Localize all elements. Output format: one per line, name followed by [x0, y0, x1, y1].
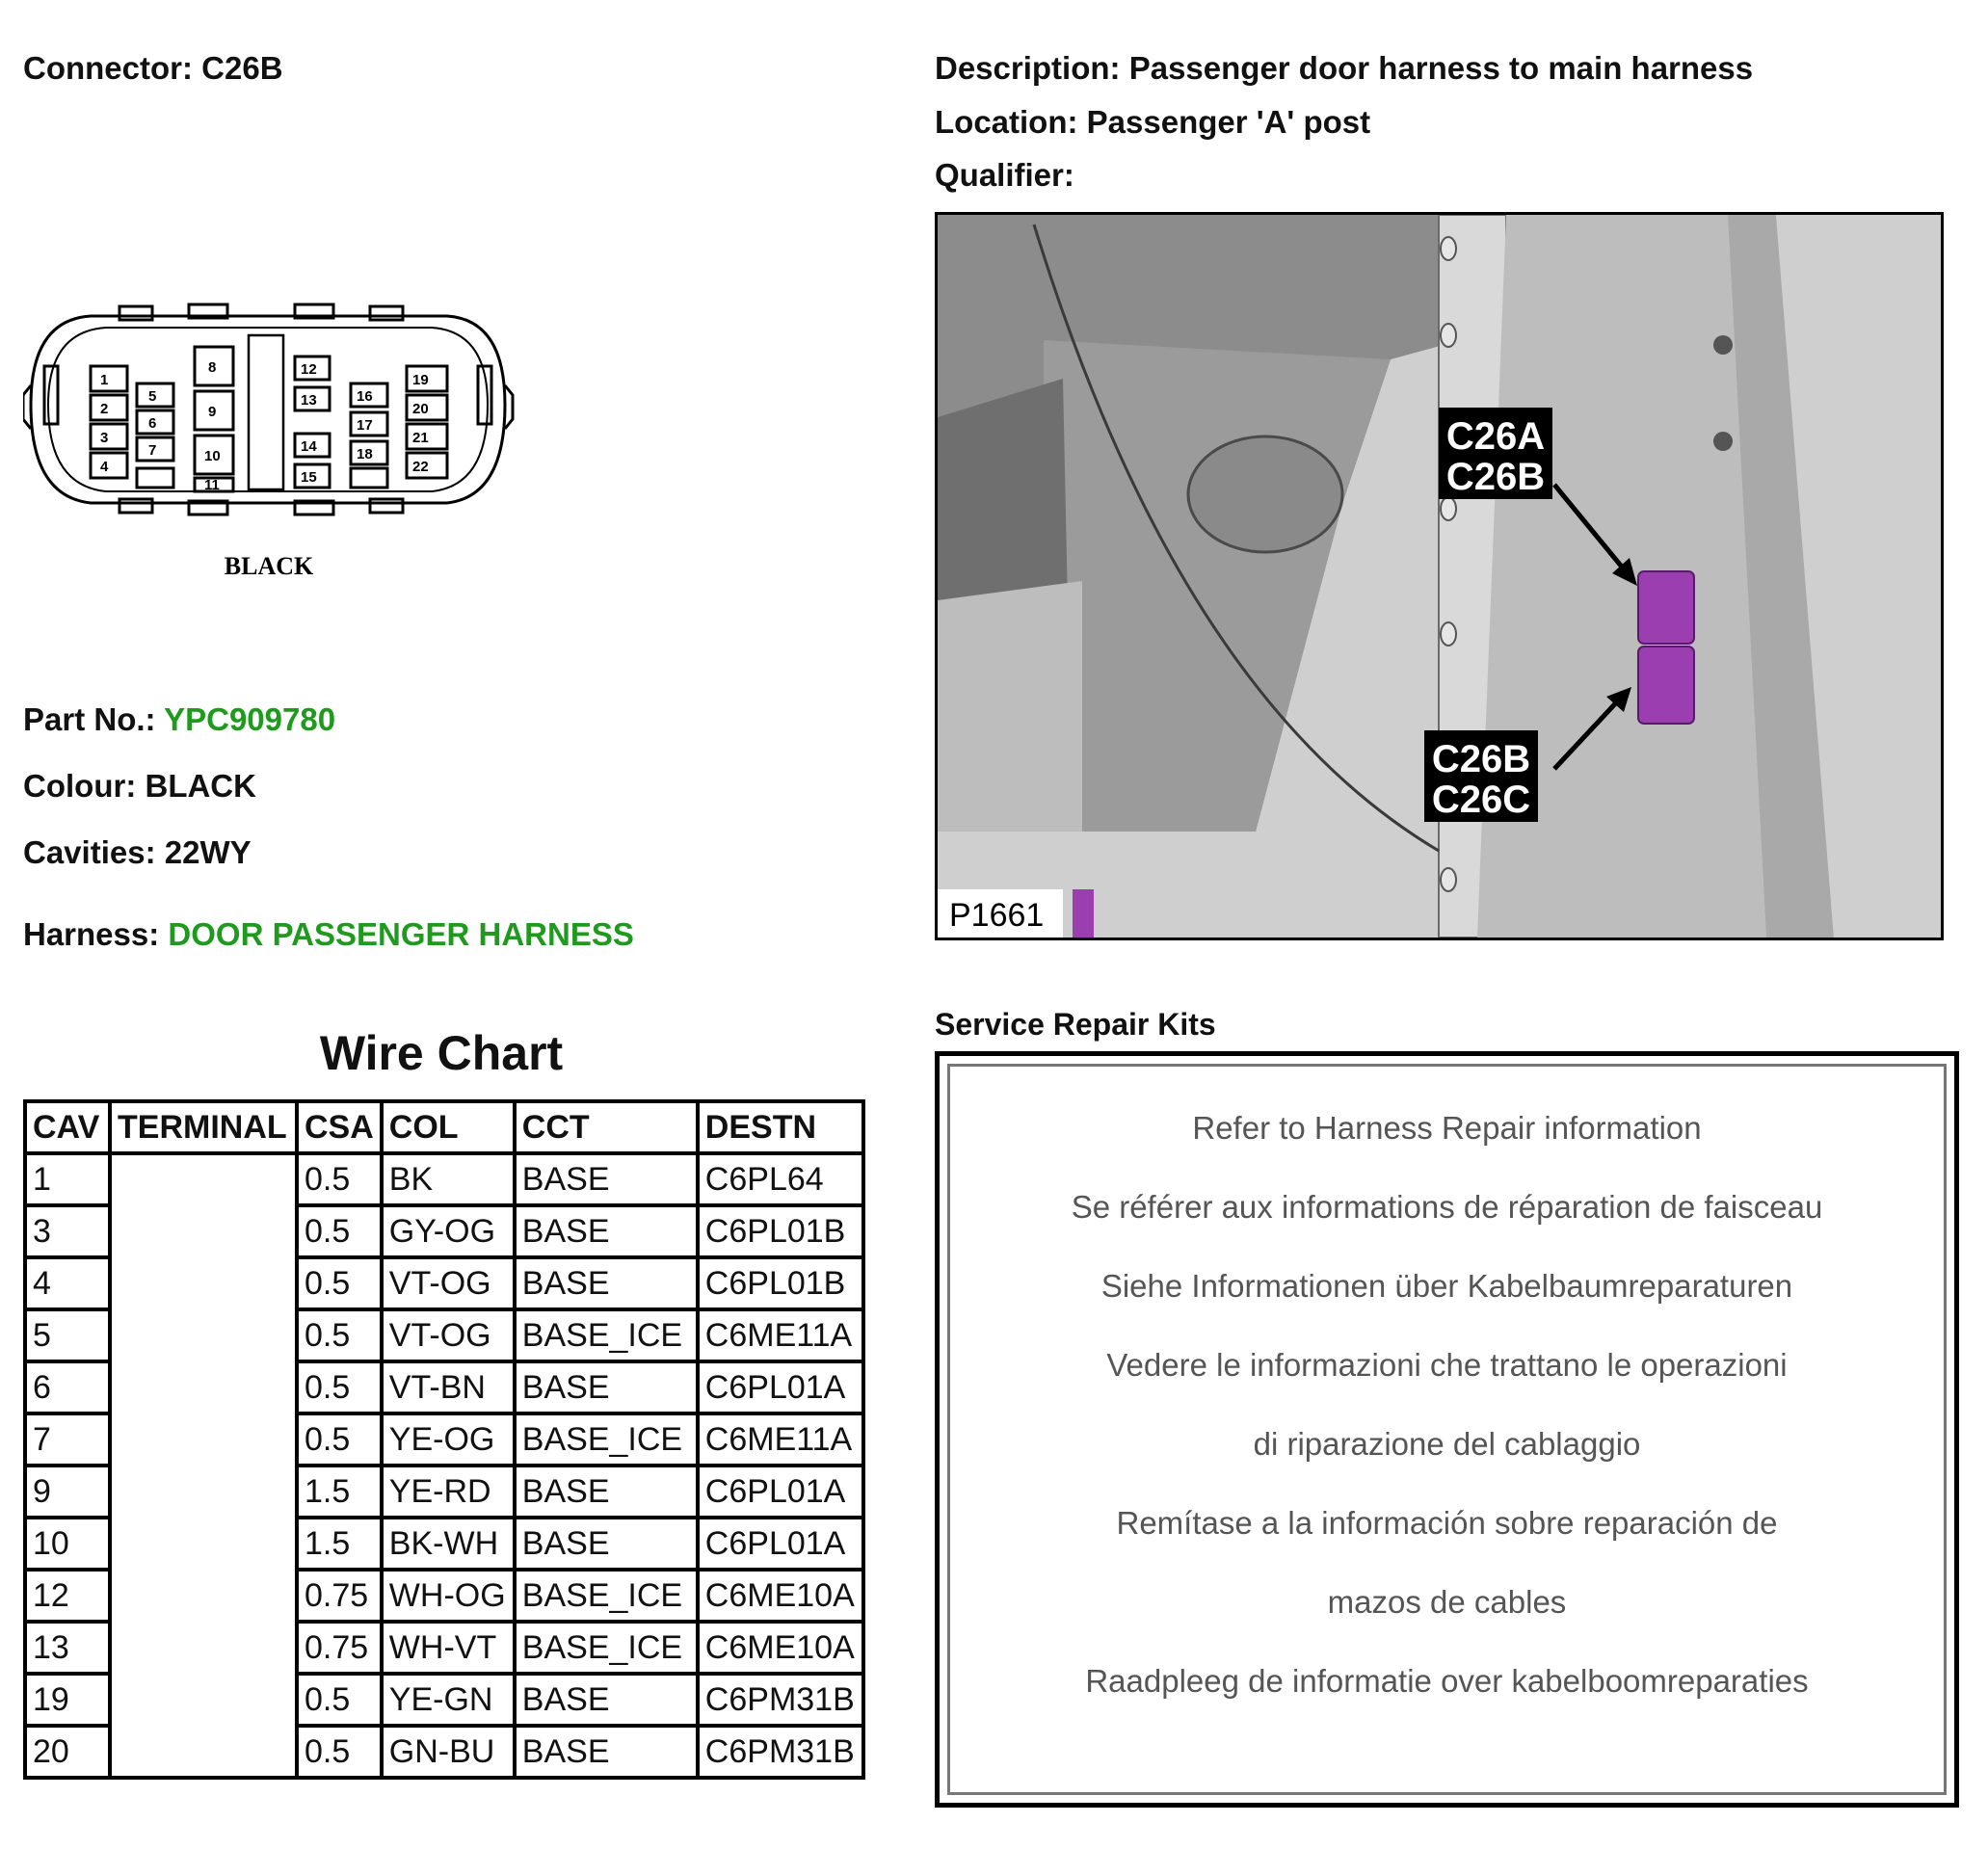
cell-terminal: [110, 1309, 297, 1361]
cell-col: GN-BU: [382, 1726, 515, 1778]
cell-col: BK-WH: [382, 1518, 515, 1570]
cell-col: YE-OG: [382, 1413, 515, 1466]
cell-destn: C6PL01B: [698, 1205, 863, 1257]
cavity-number: 4: [100, 459, 109, 475]
colour-value: BLACK: [145, 768, 256, 804]
cell-csa: 1.5: [297, 1466, 382, 1518]
cell-csa: 0.5: [297, 1257, 382, 1309]
cell-csa: 0.5: [297, 1309, 382, 1361]
kit-line: mazos de cables: [1327, 1584, 1567, 1620]
table-row: [25, 1205, 863, 1257]
cell-cct: BASE: [515, 1674, 698, 1726]
connector-line: [23, 50, 283, 87]
cell-terminal: [110, 1257, 297, 1309]
cavity-number: 20: [412, 401, 429, 417]
cell-cav: 12: [25, 1570, 110, 1622]
column-header: COL: [382, 1101, 515, 1153]
cell-cct: BASE_ICE: [515, 1309, 698, 1361]
kit-line: di riparazione del cablaggio: [1253, 1426, 1641, 1462]
cell-csa: 1.5: [297, 1518, 382, 1570]
cell-terminal: [110, 1466, 297, 1518]
connector-face-colour-label: BLACK: [224, 552, 314, 580]
cell-destn: C6ME10A: [698, 1622, 863, 1674]
location-photo-illustration: [938, 215, 1941, 938]
cell-destn: C6PL01A: [698, 1466, 863, 1518]
cell-terminal: [110, 1361, 297, 1413]
cavities-value: 22WY: [164, 834, 252, 870]
cell-cct: BASE: [515, 1518, 698, 1570]
cell-cav: 1: [25, 1153, 110, 1205]
cell-terminal: [110, 1205, 297, 1257]
location-value: Passenger 'A' post: [1086, 104, 1371, 140]
table-row: [25, 1413, 863, 1466]
cavity-number: 6: [148, 415, 157, 432]
cavity-number: 15: [301, 469, 317, 486]
photo-ref-label: P1661: [949, 897, 1045, 934]
kit-line: Siehe Informationen über Kabelbaumreparaturen: [1100, 1268, 1793, 1304]
table-row: [25, 1674, 863, 1726]
callout-bottom-line1: C26B: [1431, 738, 1531, 780]
harness-link[interactable]: DOOR PASSENGER HARNESS: [168, 916, 634, 952]
cell-col: VT-OG: [382, 1309, 515, 1361]
cell-col: WH-VT: [382, 1622, 515, 1674]
cell-col: GY-OG: [382, 1205, 515, 1257]
table-row: [25, 1309, 863, 1361]
location-label: Location:: [935, 104, 1078, 140]
cell-cct: BASE: [515, 1257, 698, 1309]
cell-csa: 0.5: [297, 1674, 382, 1726]
cell-destn: C6ME11A: [698, 1309, 863, 1361]
cavity-number: 5: [148, 388, 157, 405]
service-repair-kits-title: Service Repair Kits: [935, 1007, 1216, 1042]
cavities-line: [23, 834, 252, 871]
cavity-number: 1: [100, 372, 109, 388]
part-label: Part No.:: [23, 701, 156, 737]
cell-cav: 5: [25, 1309, 110, 1361]
table-row: [25, 1466, 863, 1518]
colour-line: [23, 768, 256, 805]
part-line: [23, 701, 335, 738]
cavity-number: 10: [204, 448, 221, 464]
cell-cav: 7: [25, 1413, 110, 1466]
connector-label: Connector:: [23, 50, 193, 86]
cell-terminal: [110, 1518, 297, 1570]
cell-terminal: [110, 1413, 297, 1466]
cavity-number: 11: [204, 477, 220, 493]
part-number-link[interactable]: YPC909780: [164, 701, 336, 737]
cell-cav: 9: [25, 1466, 110, 1518]
wire-chart-header-row: [25, 1101, 863, 1153]
cell-col: BK: [382, 1153, 515, 1205]
qualifier-label: Qualifier:: [935, 157, 1074, 193]
table-row: [25, 1153, 863, 1205]
cell-cav: 13: [25, 1622, 110, 1674]
cell-col: VT-BN: [382, 1361, 515, 1413]
location-line: [935, 104, 1370, 141]
cavities-label: Cavities:: [23, 834, 156, 870]
cavity-number: 3: [100, 430, 109, 446]
table-row: [25, 1257, 863, 1309]
callout-bottom-line2: C26C: [1431, 779, 1531, 821]
description-line: [935, 50, 1753, 87]
cavity-number: 12: [301, 361, 317, 378]
cell-cct: BASE: [515, 1153, 698, 1205]
cavity-number: 22: [412, 459, 429, 475]
cell-cct: BASE: [515, 1466, 698, 1518]
kit-line: Remítase a la información sobre reparación de: [1116, 1505, 1778, 1541]
service-repair-kits-inner: [947, 1064, 1947, 1795]
cavity-number: 2: [100, 401, 109, 417]
service-repair-kits-box: [935, 1051, 1959, 1808]
cavity-number: 7: [148, 442, 157, 459]
cell-destn: C6PM31B: [698, 1726, 863, 1778]
table-row: [25, 1518, 863, 1570]
harness-label: Harness:: [23, 916, 160, 952]
cell-terminal: [110, 1570, 297, 1622]
cell-destn: C6PL01B: [698, 1257, 863, 1309]
connector-face-diagram: [23, 299, 515, 588]
cell-destn: C6ME11A: [698, 1413, 863, 1466]
connector-value: C26B: [201, 50, 283, 86]
kit-line: Raadpleeg de informatie over kabelboomreparaties: [1085, 1663, 1809, 1699]
cell-cav: 4: [25, 1257, 110, 1309]
cell-cct: BASE: [515, 1205, 698, 1257]
wire-chart-title: Wire Chart: [319, 1026, 564, 1080]
cavity-number: 9: [208, 404, 217, 420]
location-photo: [935, 212, 1944, 940]
kit-line: Vedere le informazioni che trattano le operazioni: [1106, 1347, 1788, 1383]
cell-csa: 0.75: [297, 1622, 382, 1674]
cell-destn: C6ME10A: [698, 1570, 863, 1622]
cell-csa: 0.75: [297, 1570, 382, 1622]
cell-col: YE-RD: [382, 1466, 515, 1518]
colour-label: Colour:: [23, 768, 137, 804]
cavity-number: 18: [357, 446, 373, 462]
cell-cav: 3: [25, 1205, 110, 1257]
cell-col: VT-OG: [382, 1257, 515, 1309]
cell-csa: 0.5: [297, 1413, 382, 1466]
description-value: Passenger door harness to main harness: [1128, 50, 1754, 86]
cell-csa: 0.5: [297, 1726, 382, 1778]
cell-col: YE-GN: [382, 1674, 515, 1726]
cavity-number: 17: [357, 417, 373, 434]
description-label: Description:: [935, 50, 1121, 86]
cell-cct: BASE_ICE: [515, 1413, 698, 1466]
cavity-number: 8: [208, 359, 217, 376]
cell-cav: 19: [25, 1674, 110, 1726]
table-row: [25, 1726, 863, 1778]
cell-csa: 0.5: [297, 1361, 382, 1413]
table-row: [25, 1570, 863, 1622]
cell-csa: 0.5: [297, 1205, 382, 1257]
cavity-number: 14: [301, 438, 317, 455]
column-header: TERMINAL: [110, 1101, 297, 1153]
cell-terminal: [110, 1622, 297, 1674]
connector-c26b-body: [1638, 647, 1694, 724]
cell-destn: C6PL01A: [698, 1361, 863, 1413]
table-row: [25, 1622, 863, 1674]
cell-cav: 6: [25, 1361, 110, 1413]
cell-col: WH-OG: [382, 1570, 515, 1622]
cavity-number: 13: [301, 392, 317, 409]
connector-c26a-body: [1638, 571, 1694, 644]
cell-terminal: [110, 1726, 297, 1778]
cell-cct: BASE: [515, 1726, 698, 1778]
kit-line: Se référer aux informations de réparation de faisceau: [1071, 1189, 1823, 1225]
column-header: CSA: [297, 1101, 382, 1153]
column-header: DESTN: [698, 1101, 863, 1153]
column-header: CCT: [515, 1101, 698, 1153]
cell-cct: BASE: [515, 1361, 698, 1413]
cell-terminal: [110, 1153, 297, 1205]
column-header: CAV: [25, 1101, 110, 1153]
callout-top-line1: C26A: [1445, 415, 1546, 458]
cell-destn: C6PL01A: [698, 1518, 863, 1570]
callout-top-line2: C26B: [1445, 456, 1546, 498]
qualifier-line: [935, 157, 1074, 194]
cell-cav: 20: [25, 1726, 110, 1778]
cell-csa: 0.5: [297, 1153, 382, 1205]
table-row: [25, 1361, 863, 1413]
cell-destn: C6PM31B: [698, 1674, 863, 1726]
cavity-number: 21: [412, 430, 429, 446]
kit-line: Refer to Harness Repair information: [1192, 1110, 1702, 1146]
cell-cav: 10: [25, 1518, 110, 1570]
cell-destn: C6PL64: [698, 1153, 863, 1205]
harness-line: [23, 916, 634, 953]
cavity-number: 19: [412, 372, 429, 388]
cell-terminal: [110, 1674, 297, 1726]
cell-cct: BASE_ICE: [515, 1622, 698, 1674]
cell-cct: BASE_ICE: [515, 1570, 698, 1622]
cavity-number: 16: [357, 388, 373, 405]
wire-chart-table: [23, 1099, 865, 1780]
